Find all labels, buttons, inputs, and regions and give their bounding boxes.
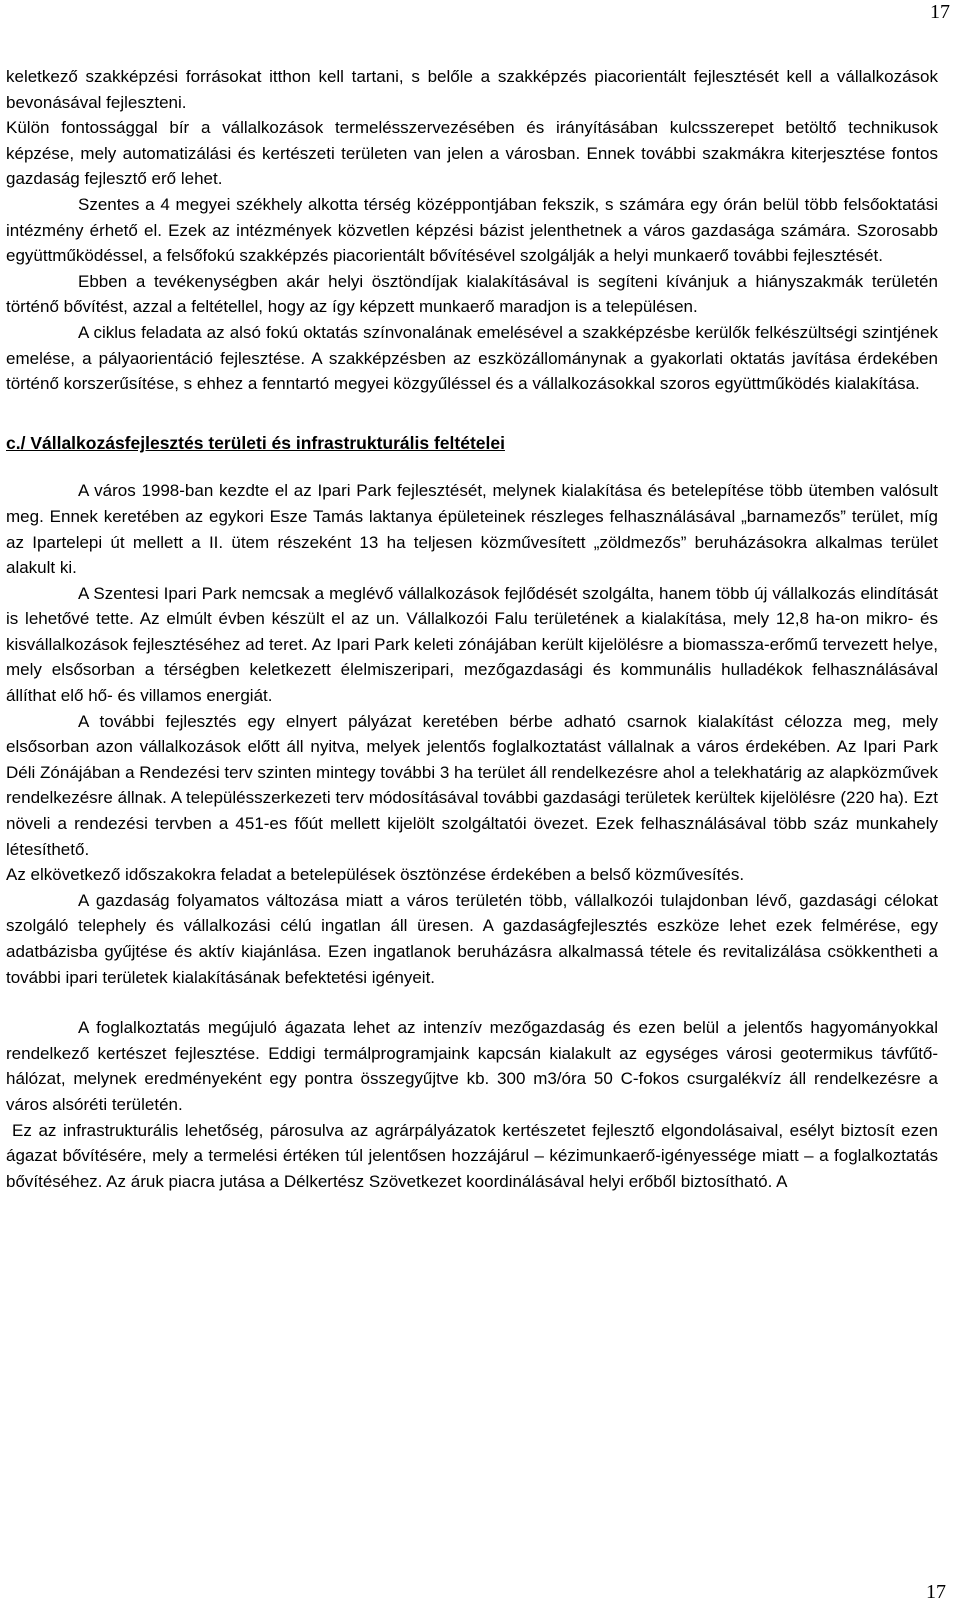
page-number-bottom: 17	[926, 1581, 946, 1603]
paragraph: A foglalkoztatás megújuló ágazata lehet az intenzív mezőgazdaság és ezen belül a jelentős hagyományokkal rendelkező kertészet fejlesztése. Eddigi termálprogramjaink kapcsán kialakult az egységes városi geotermikus távfűtő-hálózat, melynek eredményeként egy pontra összegyűjtve kb. 300 m3/óra 50 C-fokos csurgalékvíz áll rendelkezésre a város alsóréti területén.	[6, 1018, 938, 1114]
paragraph: A Szentesi Ipari Park nemcsak a meglévő vállalkozások fejlődését szolgálta, hanem több új vállalkozás elindítását is lehetővé tette. Az elmúlt évben készült el az un. Vállalkozói Falu területének a kialakítása, mely 12,8 ha-on mikro- és kisvállalkozások fejlesztéséhez ad teret. Az Ipari Park keleti zónájában került kijelölésre a biomassza-erőmű tervezett helye, mely elsősorban a térségben keletkezett élelmiszeripari, mezőgazdasági és kommunális hulladékok felhasználásával állíthat elő hő- és villamos energiát.	[6, 583, 938, 706]
paragraph: A további fejlesztés egy elnyert pályázat keretében bérbe adható csarnok kialakítást célozza meg, mely elsősorban azon vállalkozások előtt áll nyitva, melyek jelentős foglalkoztatást vállalnak a város érdekében. Az Ipari Park Déli Zónájában a Rendezési terv szinten mintegy további 3 ha terület áll rendelkezésre ahol a telekhatárig az alapközművek rendelkezésre állnak. A településszerkezeti terv módosításával további gazdasági területek kerültek kijelölésre (220 ha). Ezt növeli a rendezési tervben a 451-es főút mellett kijelölt szolgáltatói övezet. Ezek felhasználásával több száz munkahely létesíthető.	[6, 711, 938, 859]
paragraph: Ez az infrastrukturális lehetőség, párosulva az agrárpályázatok kertészetet fejlesztő elgondolásaival, esélyt biztosít ezen ágazat bővítésére, mely a termelési értéken túl jelentősen hozzájárul – kézimunkaerő-igényessége miatt – a foglalkoztatás bővítéséhez. Az áruk piacra jutása a Délkertész Szövetkezet koordinálásával helyi erőből biztosítható. A	[6, 1120, 938, 1191]
section-heading: c./ Vállalkozásfejlesztés területi és infrastrukturális feltételei	[6, 432, 505, 453]
page-number-top: 17	[930, 1, 950, 23]
paragraph: Szentes a 4 megyei székhely alkotta térség középpontjában fekszik, s számára egy órán belül több felsőoktatási intézmény érhető el. Ezek az intézmények közvetlen képzési bázist jelenthetnek a város gazdasága számára. Szorosabb együttműködéssel, a felsőfokú szakképzés piacorientált bővítésével szolgálják a helyi munkaerő további fejlesztését.	[6, 194, 938, 266]
paragraph: A ciklus feladata az alsó fokú oktatás színvonalának emelésével a szakképzésbe kerülők felkészültségi szintjének emelése, a pályaorientáció fejlesztése. A szakképzésben az eszközállománynak a gyakorlati oktatás javítása érdekében történő korszerűsítése, s ehhez a fenntartó megyei közgyűléssel és a vállalkozásokkal szoros együttműködés kialakítása.	[6, 322, 938, 394]
paragraph: A gazdaság folyamatos változása miatt a város területén több, vállalkozói tulajdonban lévő, gazdasági célokat szolgáló telephely és vállalkozási célú ingatlan áll üresen. A gazdaságfejlesztés eszköze lehet ezek felmérése, egy adatbázisba gyűjtése és aktív kiajánlása. Ezen ingatlanok beruházásra alkalmassá tétele és revitalizálása csökkentheti a további ipari területek kialakításának befektetési igényeit.	[6, 890, 938, 987]
document-body	[6, 64, 938, 1194]
paragraph: Ebben a tevékenységben akár helyi ösztöndíjak kialakításával is segíteni kívánjuk a hiányszakmák területén történő bővítést, azzal a feltétellel, hogy az így képzett munkaerő maradjon is a településen.	[6, 271, 938, 317]
paragraph: Az elkövetkező időszakokra feladat a betelepülések ösztönzése érdekében a belső közművesítés.	[6, 865, 745, 885]
paragraph: keletkező szakképzési forrásokat itthon kell tartani, s belőle a szakképzés piacorientált fejlesztését kell a vállalkozások bevonásával fejleszteni.	[6, 67, 938, 112]
paragraph: A város 1998-ban kezdte el az Ipari Park fejlesztését, melynek kialakítása és betelepítése több ütemben valósult meg. Ennek keretében az egykori Esze Tamás laktanya épületeinek részleges felhasználásával „barnamezős” terület, míg az Ipartelepi út mellett a II. ütem részeként 13 ha teljesen közművesített „zöldmezős” beruházásokra alkalmas terület alakult ki.	[6, 481, 938, 578]
paragraph: Külön fontossággal bír a vállalkozások termelésszervezésében és irányításában kulcsszerepet betöltő technikusok képzése, mely automatizálási és kertészeti területen van jelen a városban. Ennek további szakmákra kiterjesztése fontos gazdaság fejlesztő erő lehet.	[6, 118, 938, 189]
